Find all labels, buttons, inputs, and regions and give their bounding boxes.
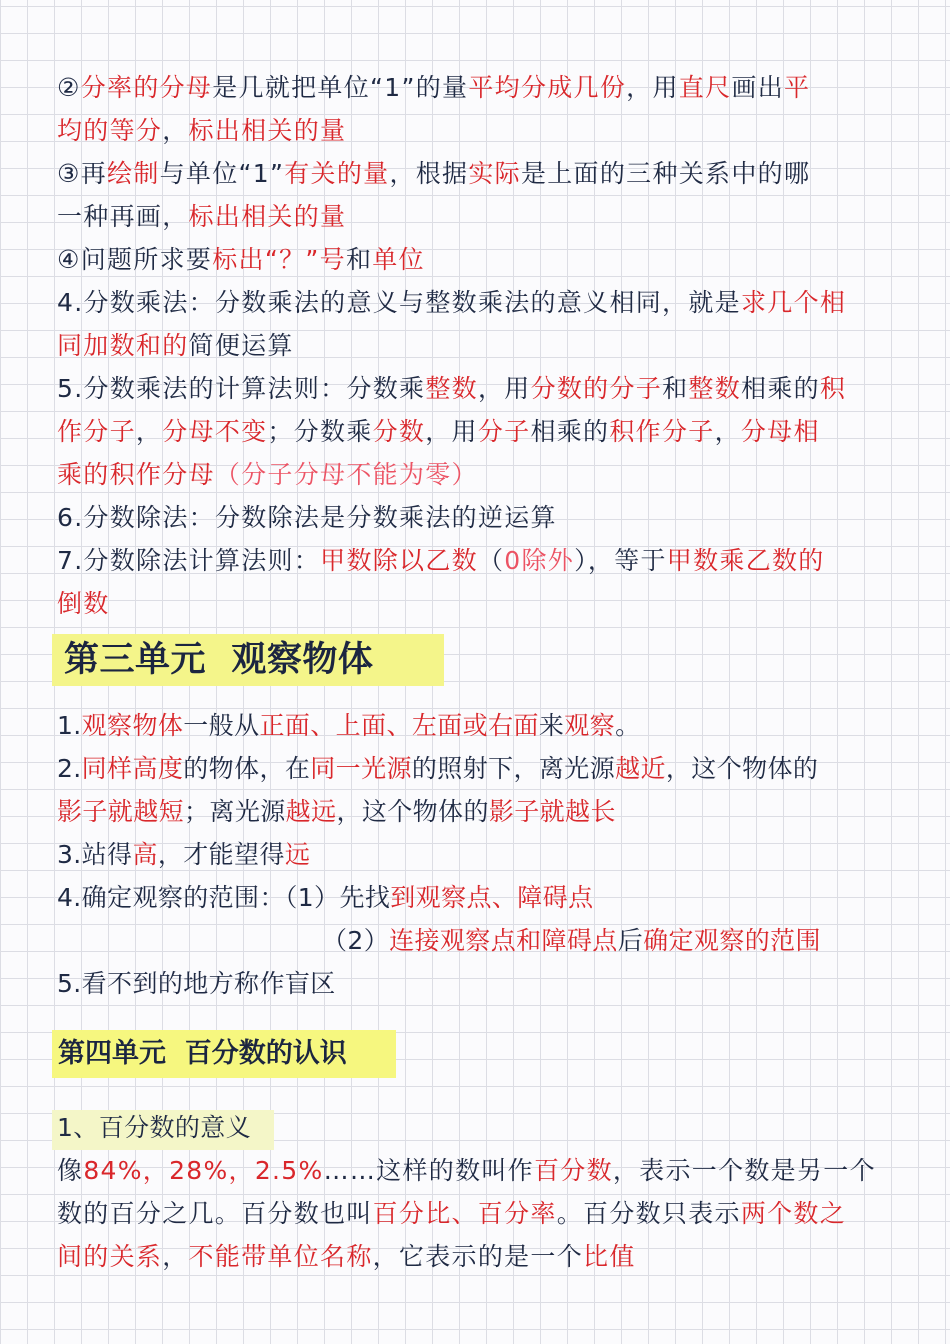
unit4-subtitle: 1、百分数的意义 [57, 1113, 252, 1142]
emphasis-run: 正面、上面、左面或右面 [259, 711, 539, 740]
text-run: 的物体，在 [183, 754, 311, 783]
emphasis-run: 远 [284, 840, 311, 869]
multiplication-rule-line-1 [57, 369, 846, 409]
text-run: ），等于 [574, 546, 667, 575]
multiplication-rule-line-3 [57, 455, 478, 495]
emphasis-run: 不能带单位名称 [188, 1242, 373, 1271]
emphasis-run: 同加数和的 [57, 331, 189, 360]
emphasis-run: 乘的积作分母 [57, 460, 215, 489]
emphasis-run: 直尺 [678, 73, 732, 102]
text-run: 。 [615, 711, 641, 740]
text-run: ④问题所求要 [57, 245, 213, 274]
emphasis-run: 同样高度 [81, 754, 184, 783]
emphasis-run: 确定观察的范围 [643, 926, 821, 955]
emphasis-run: 越远 [285, 797, 337, 826]
division-rule-line-2 [57, 584, 110, 624]
text-run: ② [57, 73, 81, 102]
emphasis-run: 均的等分 [57, 116, 163, 145]
text-run: 一种再画， [57, 202, 189, 231]
emphasis-run: 单位 [372, 245, 425, 274]
text-run: 4.分数乘法：分数乘法的意义与整数乘法的意义相同，就是 [57, 288, 741, 317]
emphasis-run: 分率的分母 [80, 73, 213, 102]
text-run: 数的百分之几。百分数也叫 [57, 1199, 373, 1228]
fraction-multiplication-line-1 [57, 283, 846, 323]
emphasis-run: 分数 [372, 417, 426, 446]
emphasis-run: 分数的分子 [530, 374, 663, 403]
emphasis-run: 同一光源 [310, 754, 412, 783]
text-run: ，这个物体的 [665, 754, 819, 783]
text-run: 与单位“1” [159, 159, 285, 188]
emphasis-run: 求几个相 [740, 288, 847, 317]
emphasis-run: 高 [132, 840, 158, 869]
emphasis-run: 连接观察点和障碍点 [389, 926, 618, 955]
text-run: 6.分数除法：分数除法是分数乘法的逆运算 [57, 503, 557, 532]
emphasis-run: 甲数乘乙数的 [666, 546, 825, 575]
emphasis-run: 84%，28%，2.5% [83, 1156, 324, 1185]
note-run: 0除外 [504, 546, 575, 575]
unit4-title: 第四单元 百分数的认识 [58, 1038, 347, 1069]
text-run: 2. [57, 754, 82, 783]
emphasis-run: 比值 [583, 1242, 636, 1271]
text-run: 画出 [731, 73, 784, 102]
text-run: 3.站得 [57, 840, 133, 869]
emphasis-run: 到观察点、障碍点 [390, 883, 594, 912]
text-run: ，表示一个数是另一个 [612, 1156, 876, 1185]
text-run: 来 [538, 711, 565, 740]
observe-line-1 [57, 706, 641, 746]
division-rule-line-1 [57, 541, 825, 581]
text-run: 是上面的三种关系中的哪 [520, 159, 811, 188]
text-run: ，根据 [389, 159, 469, 188]
emphasis-run: 有关的量 [284, 159, 390, 188]
text-run: 相乘的 [530, 417, 610, 446]
observe-line-4 [57, 835, 310, 875]
text-run: 后 [617, 926, 644, 955]
emphasis-run: 观察物体 [81, 711, 184, 740]
text-run: 相乘的 [741, 374, 820, 403]
text-run: ，用 [425, 417, 478, 446]
text-run: ， [162, 116, 189, 145]
emphasis-run: 绘制 [107, 159, 160, 188]
emphasis-run: 两个数之 [740, 1199, 847, 1228]
multiplication-rule-line-2 [57, 412, 820, 452]
text-run: 像 [57, 1156, 84, 1185]
text-run: ③再 [57, 159, 108, 188]
emphasis-run: 实际 [468, 159, 521, 188]
emphasis-run: 平 [784, 73, 811, 102]
text-run: ，用 [477, 374, 531, 403]
text-run: 和 [662, 374, 689, 403]
emphasis-run: 整数 [425, 374, 478, 403]
emphasis-run: 分母不变 [162, 417, 268, 446]
observe-line-6 [322, 921, 821, 961]
emphasis-run: 越近 [615, 754, 666, 783]
text-run: （ [477, 546, 505, 575]
text-run: 的照射下，离光源 [411, 754, 616, 783]
drawing-step-4 [57, 240, 425, 280]
note-run: （分子分母不能为零） [214, 460, 478, 489]
text-run: ， [714, 417, 741, 446]
percent-line-3 [57, 1237, 636, 1277]
emphasis-run: 积作分子 [609, 417, 715, 446]
emphasis-run: 标出“？”号 [212, 245, 346, 274]
emphasis-run: 倒数 [57, 589, 110, 618]
observe-line-2 [57, 749, 818, 789]
emphasis-run: 观察 [564, 711, 616, 740]
percent-line-2 [57, 1194, 846, 1234]
text-run: 。百分数只表示 [556, 1199, 741, 1228]
emphasis-run: 标出相关的量 [188, 202, 347, 231]
drawing-step-2-line-2 [57, 111, 346, 151]
text-run: 简便运算 [188, 331, 294, 360]
drawing-step-3-line-1 [57, 154, 810, 194]
drawing-step-3-line-2 [57, 197, 346, 237]
observe-line-3 [57, 792, 616, 832]
emphasis-run: 分子 [477, 417, 531, 446]
observe-line-7 [57, 964, 336, 1004]
text-run: ，才能望得 [157, 840, 285, 869]
unit3-title: 第三单元 观察物体 [64, 640, 374, 680]
emphasis-run: 积 [819, 374, 847, 403]
fraction-division [57, 498, 557, 538]
emphasis-run: 百分数 [533, 1156, 613, 1185]
text-run: 一般从 [183, 711, 260, 740]
text-run: 是几就把单位“1”的量 [212, 73, 469, 102]
emphasis-run: 影子就越短 [57, 797, 185, 826]
text-run: ……这样的数叫作 [323, 1156, 534, 1185]
text-run: 5.分数乘法的计算法则：分数乘 [57, 374, 426, 403]
emphasis-run: 影子就越长 [488, 797, 616, 826]
emphasis-run: 平均分成几份 [468, 73, 627, 102]
observe-line-5 [57, 878, 593, 918]
emphasis-run: 作分子 [57, 417, 136, 446]
text-run: 7.分数除法计算法则： [57, 546, 321, 575]
text-run: （2） [322, 926, 390, 955]
text-run: ， [135, 417, 163, 446]
text-run: ，它表示的是一个 [372, 1242, 584, 1271]
fraction-multiplication-line-2 [57, 326, 294, 366]
text-run: ；离光源 [184, 797, 286, 826]
text-run: ， [162, 1242, 189, 1271]
text-run: ；分数乘 [267, 417, 373, 446]
emphasis-run: 分母相 [740, 417, 820, 446]
text-run: ，这个物体的 [336, 797, 489, 826]
drawing-step-2-line-1 [57, 68, 810, 108]
percent-line-1 [57, 1151, 876, 1191]
emphasis-run: 间的关系 [57, 1242, 163, 1271]
emphasis-run: 甲数除以乙数 [320, 546, 478, 575]
text-run: 和 [345, 245, 373, 274]
emphasis-run: 整数 [688, 374, 742, 403]
emphasis-run: 百分比、百分率 [372, 1199, 557, 1228]
text-run: ，用 [626, 73, 679, 102]
emphasis-run: 标出相关的量 [188, 116, 347, 145]
text-run: 1. [57, 711, 82, 740]
text-run: 4.确定观察的范围：（1）先找 [57, 883, 391, 912]
text-run: 5.看不到的地方称作盲区 [57, 969, 336, 998]
